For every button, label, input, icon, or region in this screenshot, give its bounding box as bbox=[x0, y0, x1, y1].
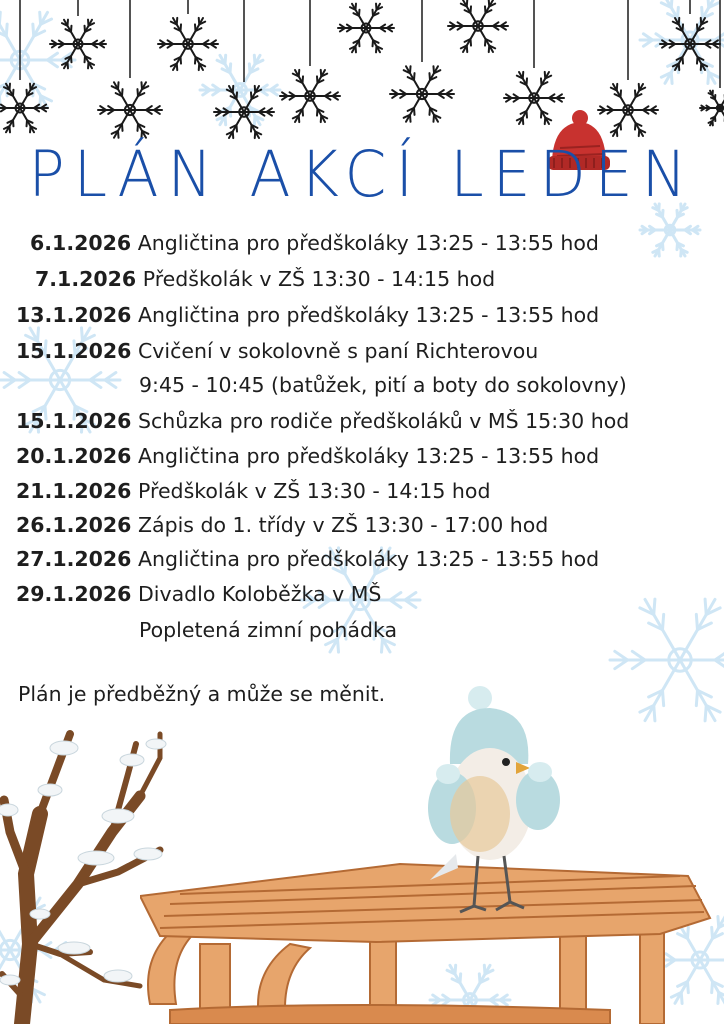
snowflake-ornament-icon bbox=[700, 91, 724, 126]
event-text: Cvičení v sokolovně s paní Richterovou bbox=[137, 339, 539, 363]
hanging-snowflake-ornaments bbox=[0, 0, 724, 160]
event-text: Předškolák v ZŠ 13:30 - 14:15 hod bbox=[142, 267, 496, 291]
snowflake-ornament-icon bbox=[0, 84, 48, 133]
event-date: 20.1.2026 bbox=[16, 444, 132, 468]
event-text: Předškolák v ZŠ 13:30 - 14:15 hod bbox=[137, 479, 491, 503]
event-date: 27.1.2026 bbox=[16, 547, 132, 571]
event-date: 29.1.2026 bbox=[16, 582, 132, 606]
disclaimer-note: Plán je předběžný a může se měnit. bbox=[18, 682, 386, 706]
snowflake-ornament-icon bbox=[158, 18, 218, 70]
snowflake-ornament-icon bbox=[98, 82, 162, 138]
event-text: Schůzka pro rodiče předškoláků v MŠ 15:30 hod bbox=[137, 409, 630, 433]
event-row bbox=[16, 510, 548, 540]
event-row bbox=[16, 476, 490, 506]
snowflake-ornament-icon bbox=[214, 86, 274, 138]
bird-icon bbox=[420, 684, 570, 914]
event-row bbox=[16, 300, 599, 330]
event-row bbox=[30, 228, 599, 258]
event-text: Angličtina pro předškoláky 13:25 - 13:55 hod bbox=[137, 547, 600, 571]
event-row bbox=[35, 264, 495, 294]
background-snowflake-icon bbox=[610, 599, 724, 721]
snowflake-ornament-icon bbox=[390, 66, 454, 122]
event-date: 15.1.2026 bbox=[16, 339, 132, 363]
event-row bbox=[16, 406, 629, 436]
snowflake-ornament-icon bbox=[50, 20, 106, 69]
event-date: 7.1.2026 bbox=[35, 267, 137, 291]
background-snowflake-icon bbox=[640, 204, 700, 256]
event-text: Angličtina pro předškoláky 13:25 - 13:55 hod bbox=[137, 231, 599, 255]
event-row bbox=[16, 336, 538, 366]
event-date: 21.1.2026 bbox=[16, 479, 132, 503]
event-date: 15.1.2026 bbox=[16, 409, 132, 433]
event-text-continued: Popletená zimní pohádka bbox=[139, 618, 398, 642]
snowflake-ornament-icon bbox=[280, 70, 340, 122]
event-date: 6.1.2026 bbox=[30, 231, 132, 255]
event-row bbox=[16, 579, 381, 609]
event-date: 26.1.2026 bbox=[16, 513, 132, 537]
event-text: Zápis do 1. třídy v ZŠ 13:30 - 17:00 hod bbox=[137, 513, 549, 537]
event-text-continued: 9:45 - 10:45 (batůžek, pití a boty do sokolovny) bbox=[139, 373, 627, 397]
page-title: PLÁN AKCÍ LEDEN bbox=[28, 138, 696, 212]
event-row bbox=[16, 441, 599, 471]
event-text: Angličtina pro předškoláky 13:25 - 13:55 hod bbox=[137, 303, 600, 327]
event-date: 13.1.2026 bbox=[16, 303, 132, 327]
event-text: Divadlo Koloběžka v MŠ bbox=[137, 582, 382, 606]
event-row bbox=[16, 544, 599, 574]
event-text: Angličtina pro předškoláky 13:25 - 13:55 hod bbox=[137, 444, 600, 468]
snowflake-ornament-icon bbox=[338, 4, 394, 53]
snowflake-ornament-icon bbox=[660, 18, 720, 70]
snowflake-ornament-icon bbox=[448, 0, 508, 52]
